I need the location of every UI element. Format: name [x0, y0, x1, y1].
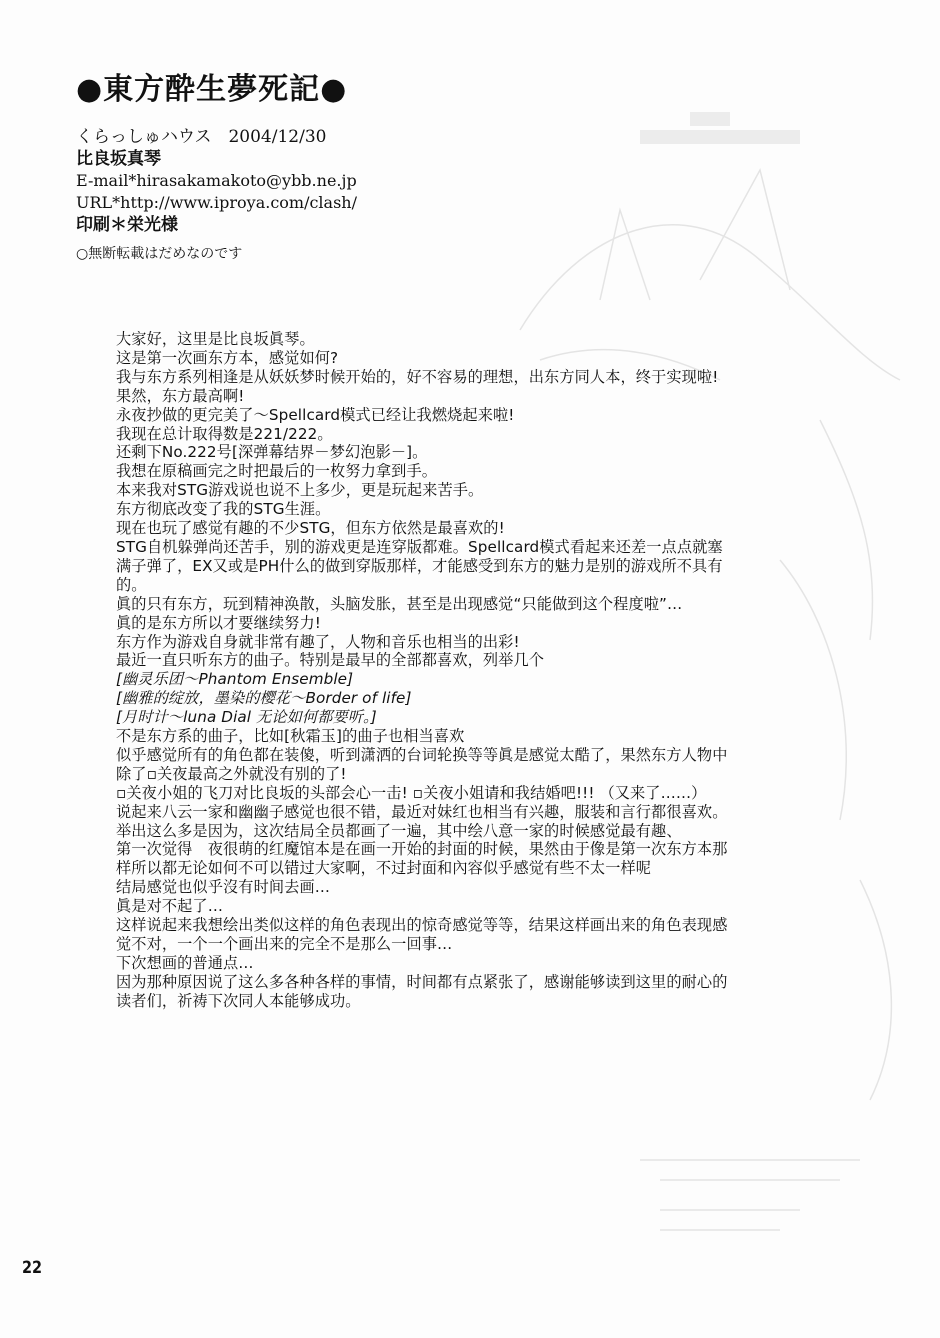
text-line: 这样说起来我想绘出类似这样的角色表现出的惊奇感觉等等，结果这样画出来的角色表现感 — [116, 916, 728, 935]
text-line: 举出这么多是因为，这次结局全员都画了一遍，其中绘八意一家的时候感觉最有趣、 — [116, 821, 682, 840]
colophon — [76, 70, 357, 236]
printer-credit: 印刷＊栄光様 — [76, 215, 178, 235]
afterword-text — [116, 330, 846, 1011]
text-line: 大家好，这里是比良坂眞琴。 — [116, 330, 315, 348]
text-line: 除了▫关夜最高之外就没有别的了! — [116, 764, 347, 783]
text-line: 下次想画的普通点… — [116, 953, 254, 972]
text-line: 读者们，祈祷下次同人本能够成功。 — [116, 991, 361, 1010]
text-line: 这是第一次画东方本，感觉如何? — [116, 348, 339, 367]
page-number: 22 — [22, 1258, 43, 1278]
text-line: 眞的是东方所以才要继续努力! — [116, 613, 321, 632]
text-line: 我与东方系列相逢是从妖妖梦时候开始的，好不容易的理想，出东方同人本，终于实现啦! — [116, 367, 719, 386]
text-line: 最近一直只听东方的曲子。特别是最早的全部都喜欢，列举几个 — [116, 651, 545, 670]
author-url: URL*http://www.iproya.com/clash/ — [76, 193, 357, 212]
text-line: 样所以都无论如何不可以错过大家啊，不过封面和內容似乎感觉有些不太一样呢 — [116, 859, 652, 878]
song-title-line: [幽灵乐团～Phantom Ensemble] — [116, 670, 354, 689]
text-line: 永夜抄做的更完美了～Spellcard模式已经让我燃烧起来啦! — [116, 405, 515, 424]
circle-and-date: くらっしゅハウス 2004/12/30 — [76, 127, 327, 147]
text-line: 东方彻底改变了我的STG生涯。 — [116, 500, 331, 519]
text-line: 说起来八云一家和幽幽子感觉也很不错，最近对妹红也相当有兴趣，服装和言行都很喜欢。 — [116, 802, 728, 821]
no-reprint-notice: ○無断転載はだめなのです — [76, 246, 243, 262]
text-line: 本来我对STG游戏说也说不上多少，更是玩起来苦手。 — [116, 481, 484, 500]
text-line: 的。 — [116, 575, 147, 594]
text-line: 我现在总计取得数是221/222。 — [116, 424, 333, 443]
text-line: 还剩下No.222号[深弹幕结界－梦幻泡影－]。 — [116, 443, 428, 462]
text-line: 眞是对不起了… — [116, 897, 224, 916]
text-line: 东方作为游戏自身就非常有趣了，人物和音乐也相当的出彩! — [116, 632, 520, 651]
text-line: 不是东方系的曲子，比如[秋霜玉]的曲子也相当喜欢 — [116, 727, 465, 746]
text-line: 觉不对，一个一个画出来的完全不是那么一回事… — [116, 935, 453, 953]
text-line: 满子弹了，EX又或是PH什么的做到穿版那样，才能感受到东方的魅力是别的游戏所不具有 — [116, 556, 723, 575]
text-line: 因为那种原因说了这么多各种各样的事情，时间都有点紧张了，感谢能够读到这里的耐心的 — [116, 972, 728, 991]
text-line: STG自机躲弹尚还苦手，别的游戏更是连穿版都难。Spellcard模式看起来还差一点点就塞 — [116, 537, 723, 556]
song-title-line: [月时计～luna Dial 无论如何都要听。] — [116, 708, 377, 727]
text-line: 我想在原稿画完之时把最后的一枚努力拿到手。 — [116, 462, 438, 481]
text-line: 眞的只有东方，玩到精神涣散，头脑发胀，甚至是出现感觉“只能做到这个程度啦”… — [116, 594, 683, 613]
author-email: E-mail*hirasakamakoto@ybb.ne.jp — [76, 171, 357, 190]
text-line: ▫关夜小姐的飞刀对比良坂的头部会心一击! ▫关夜小姐请和我结婚吧!!! （又来了……） — [116, 783, 707, 802]
author-name: 比良坂真琴 — [76, 149, 161, 169]
text-line: 现在也玩了感觉有趣的不少STG，但东方依然是最喜欢的! — [116, 519, 505, 538]
book-title: ●東方酔生夢死記● — [76, 72, 348, 107]
song-title-line: [幽雅的绽放，墨染的樱花～Border of life] — [116, 689, 412, 708]
text-line: 第一次觉得 夜很萌的红魔馆本是在画一开始的封面的时候，果然由于像是第一次东方本那 — [116, 840, 728, 859]
text-line: 果然，东方最高啊! — [116, 386, 245, 405]
text-line: 似乎感觉所有的角色都在装傻，听到潇洒的台词轮换等等眞是感觉太酷了，果然东方人物中 — [116, 745, 728, 764]
text-line: 结局感觉也似乎沒有时间去画… — [116, 878, 331, 897]
